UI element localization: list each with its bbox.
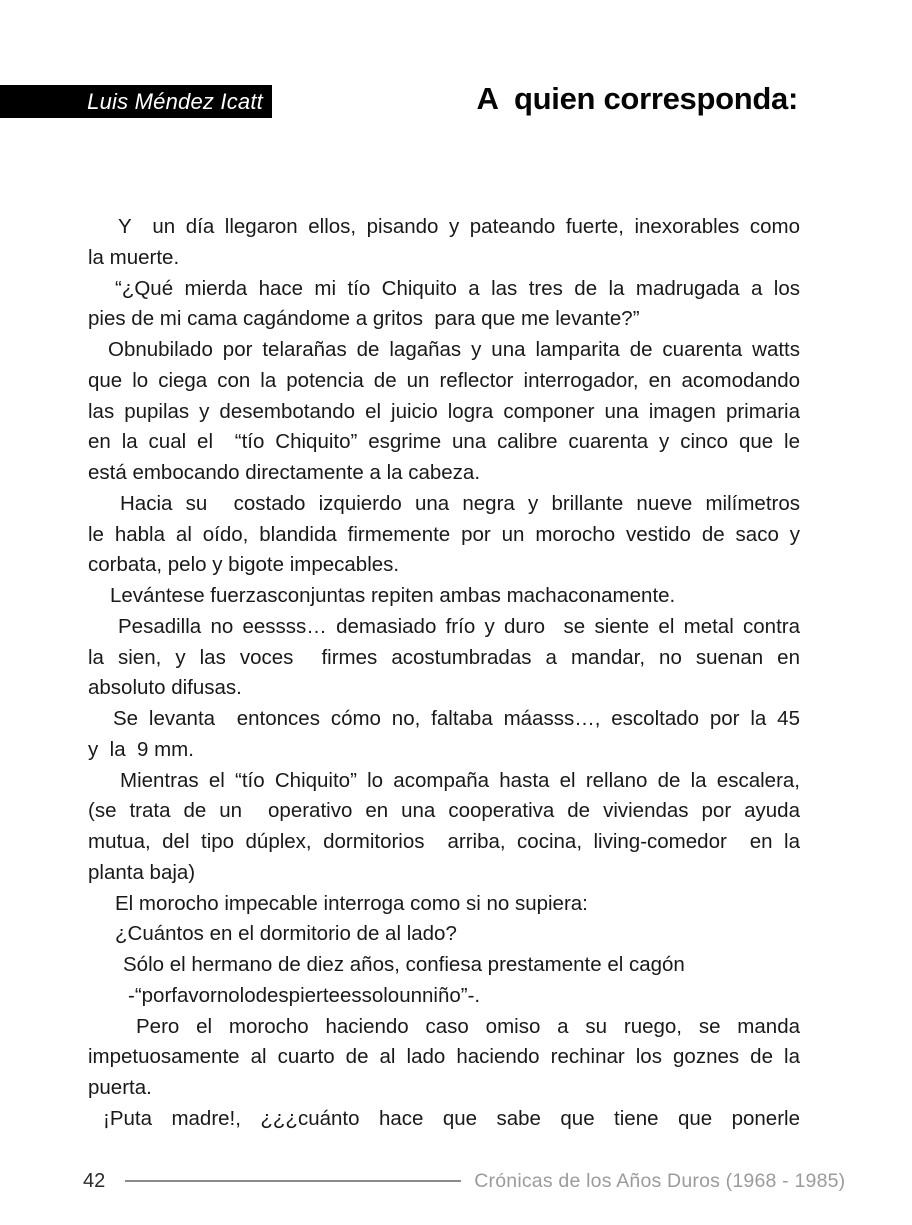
author-name: Luis Méndez Icatt	[87, 88, 263, 114]
text-line: Hacia su costado izquierdo una negra y brillante nueve milímetros	[120, 491, 800, 515]
text-line: Se levanta entonces cómo no, faltaba máasss…, escoltado por la 45	[113, 707, 800, 730]
text-line: (se trata de un operativo en una cooperativa de viviendas por ayuda	[88, 799, 800, 823]
footer-rule	[125, 1180, 461, 1182]
text-line: absoluto difusas.	[88, 676, 242, 700]
text-line: le habla al oído, blandida firmemente por un morocho vestido de saco y	[88, 522, 800, 546]
text-line: y la 9 mm.	[88, 737, 194, 761]
footer	[83, 1167, 846, 1195]
text-line: Levántese fuerzasconjuntas repiten ambas machaconamente.	[110, 584, 676, 607]
text-line: Mientras el “tío Chiquito” lo acompaña hasta el rellano de la escalera,	[120, 768, 800, 792]
text-line: ¡Puta madre!, ¿¿¿cuánto hace que sabe que tiene que ponerle	[103, 1106, 800, 1130]
text-line: mutua, del tipo dúplex, dormitorios arriba, cocina, living-comedor en la	[88, 830, 800, 853]
text-line: Sólo el hermano de diez años, confiesa prestamente el cagón	[123, 953, 685, 976]
text-line: en la cual el “tío Chiquito” esgrime una calibre cuarenta y cinco que le	[88, 430, 800, 454]
text-line: la muerte.	[88, 245, 180, 269]
text-line: está embocando directamente a la cabeza.	[88, 461, 481, 484]
text-line: impetuosamente al cuarto de al lado haciendo rechinar los goznes de la	[88, 1045, 800, 1069]
text-line: corbata, pelo y bigote impecables.	[88, 553, 400, 577]
text-line: El morocho impecable interroga como si no supiera:	[115, 891, 588, 915]
text-line: Obnubilado por telarañas de lagañas y una lamparita de cuarenta watts	[108, 338, 800, 361]
text-line: la sien, y las voces firmes acostumbradas a mandar, no suenan en	[88, 645, 800, 669]
author-banner	[0, 85, 272, 118]
book-title: Crónicas de los Años Duros (1968 - 1985)	[474, 1169, 846, 1192]
text-line: -“porfavornolodespierteessolounniño”-.	[128, 983, 481, 1007]
text-line: que lo ciega con la potencia de un reflector interrogador, en acomodando	[88, 368, 800, 392]
text-line: Y un día llegaron ellos, pisando y pateando fuerte, inexorables como	[118, 215, 800, 238]
text-line: las pupilas y desembotando el juicio logra componer una imagen primaria	[88, 399, 800, 423]
page-number: 42	[83, 1169, 106, 1192]
story-text	[88, 212, 800, 1135]
text-line: Pero el morocho haciendo caso omiso a su ruego, se manda	[136, 1014, 800, 1038]
text-line: ¿Cuántos en el dormitorio de al lado?	[115, 922, 457, 946]
text-line: “¿Qué mierda hace mi tío Chiquito a las tres de la madrugada a los	[115, 276, 800, 300]
text-line: puerta.	[88, 1076, 152, 1099]
text-line: Pesadilla no eessss… demasiado frío y duro se siente el metal contra	[118, 614, 800, 638]
text-line: planta baja)	[88, 860, 196, 884]
text-line: pies de mi cama cagándome a gritos para que me levante?”	[88, 307, 640, 331]
page-title: A quien corresponda:	[476, 81, 798, 116]
